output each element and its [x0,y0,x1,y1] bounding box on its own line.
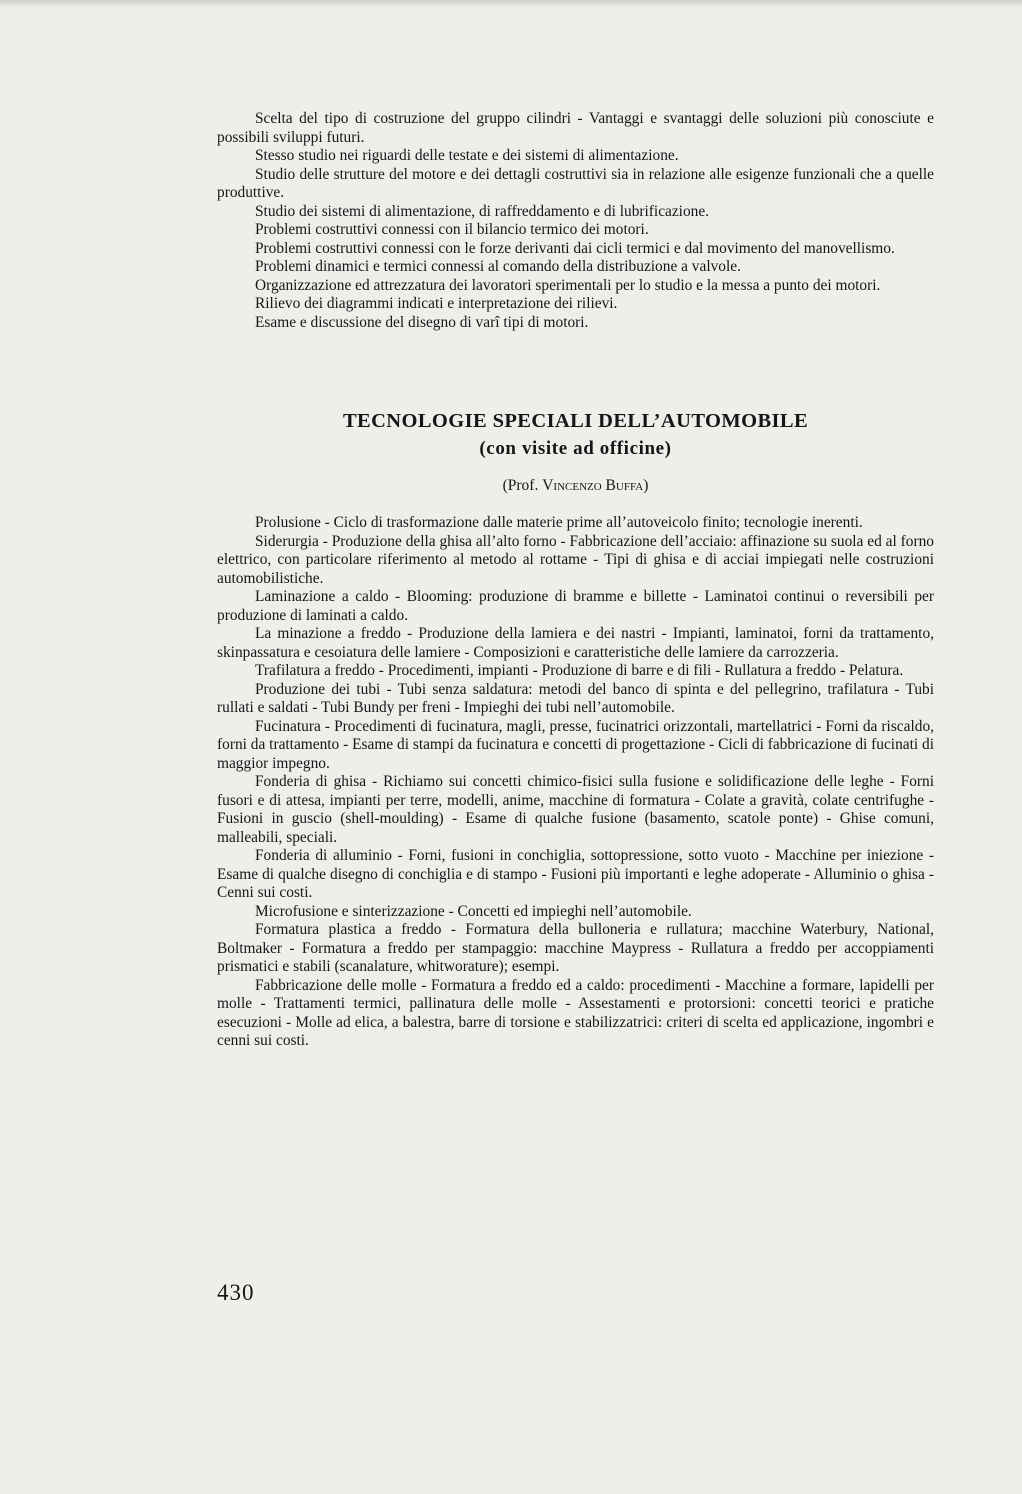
intro-section [217,110,934,332]
section-title: TECNOLOGIE SPECIALI DELL’AUTOMOBILE [342,410,809,432]
author-prefix: (Prof. [502,477,539,494]
syllabus-paragraph: Prolusione - Ciclo di trasformazione dalle materie prime all’autoveicolo finito; tecnologie inerenti. [255,514,863,531]
syllabus-paragraph: Laminazione a caldo - Blooming: produzione di bramme e billette - Laminatoi continui o reversibili per produzione di laminati a caldo. [217,588,934,624]
section-spacer [217,332,934,408]
intro-paragraph: Esame e discussione del disegno di varî tipi di motori. [255,313,589,331]
intro-paragraph: Scelta del tipo di costruzione del gruppo cilindri - Vantaggi e svantaggi delle soluzioni più conosciute e possibili sviluppi futuri. [217,110,934,146]
syllabus-paragraph: Produzione dei tubi - Tubi senza saldatura: metodi del banco di spinta e del pellegrino, trafilatura - Tubi rullati e saldati - Tubi Bundy per freni - Impieghi dei tubi nell’automobile. [217,680,934,716]
author-line [217,476,934,496]
intro-paragraph: Organizzazione ed attrezzatura dei lavoratori sperimentali per lo studio e la messa a punto dei motori. [255,276,881,294]
page-top-edge [0,0,1022,8]
author-name: Vincenzo Buffa [542,477,644,494]
page-number: 430 [217,1280,255,1305]
intro-paragraph: Studio delle strutture del motore e dei dettagli costruttivi sia in relazione alle esigenze funzionali che a quelle produttive. [217,165,934,201]
page-content [217,110,934,1051]
syllabus-section [217,514,934,1051]
intro-paragraph: Problemi dinamici e termici connessi al comando della distribuzione a valvole. [255,258,741,275]
syllabus-paragraph: Microfusione e sinterizzazione - Concetti ed impieghi nell’automobile. [255,902,692,920]
syllabus-paragraph: Fucinatura - Procedimenti di fucinatura, magli, presse, fucinatrici orizzontali, martellatrici - Forni da riscaldo, forni da trattamento - Esame di stampi da fucinatura e concetti di progettazione - Cicli di fabbricazione di fucinati di maggior impegno. [217,717,934,772]
intro-paragraph: Rilievo dei diagrammi indicati e interpretazione dei rilievi. [255,295,618,312]
intro-paragraph: Problemi costruttivi connessi con il bilancio termico dei motori. [255,221,649,238]
intro-paragraph: Problemi costruttivi connessi con le forze derivanti dai cicli termici e dal movimento del manovellismo. [255,239,895,257]
intro-paragraph: Studio dei sistemi di alimentazione, di raffreddamento e di lubrificazione. [255,202,710,220]
syllabus-paragraph: Fonderia di alluminio - Forni, fusioni in conchiglia, sottopressione, sotto vuoto - Macchine per iniezione - Esame di qualche disegno di conchiglia e di stampo - Fusioni più importanti e leghe adoperate - Alluminio o ghisa - Cenni sui costi. [217,847,934,901]
syllabus-paragraph: Trafilatura a freddo - Procedimenti, impianti - Produzione di barre e di fili - Rullatura a freddo - Pelatura. [255,662,904,679]
syllabus-paragraph: Formatura plastica a freddo - Formatura della bulloneria e rullatura; macchine Waterbury, National, Boltmaker - Formatura a freddo per stampaggio: macchine Maypress - Rullatura a freddo per accoppiamenti prismatici e stabili (scanalature, whitworature); esempi. [217,921,934,975]
syllabus-paragraph: Fonderia di ghisa - Richiamo sui concetti chimico-fisici sulla fusione e solidificazione delle leghe - Forni fusori e di attesa, impianti per terre, modelli, anime, macchine di formatura - Colate a gravità, colate centrifughe - Fusioni in guscio (shell-moulding) - Esame di qualche fusione (basamento, scatole ponte) - Ghise comuni, malleabili, speciali. [217,773,934,846]
syllabus-paragraph: Fabbricazione delle molle - Formatura a freddo ed a caldo: procedimenti - Macchine a formare, lapidelli per molle - Trattamenti termici, pallinatura delle molle - Assestamenti e protorsioni: concetti teorici e pratiche esecuzioni - Molle ad elica, a balestra, barre di torsione e stabilizzatrici: criteri di scelta ed applicazione, ingombri e cenni sui costi. [217,976,934,1049]
section-subtitle: (con visite ad officine) [479,438,672,459]
syllabus-paragraph: Siderurgia - Produzione della ghisa all’alto forno - Fabbricazione dell’acciaio: affinazione su suola ed al forno elettrico, con particolare riferimento al metodo al rottame - Tipi di ghisa e di acciai impiegati nelle costruzioni automobilistiche. [217,532,934,587]
intro-paragraph: Stesso studio nei riguardi delle testate e dei sistemi di alimentazione. [255,147,679,164]
syllabus-paragraph: La minazione a freddo - Produzione della lamiera e dei nastri - Impianti, laminatoi, forni da trattamento, skinpassatura e cesoiatura delle lamiere - Composizioni e caratteristiche delle lamiere da carrozzeria. [217,625,934,661]
author-suffix: ) [643,477,649,494]
